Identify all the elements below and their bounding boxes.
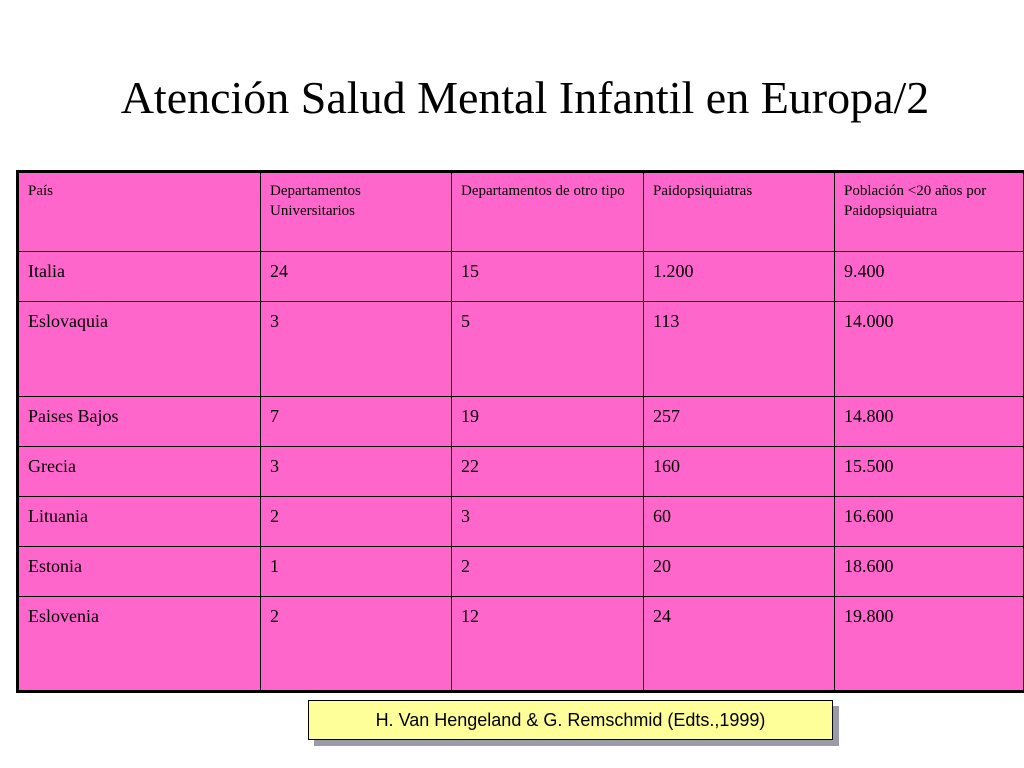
header-cell-departamentos-otro-tipo: Departamentos de otro tipo: [452, 172, 644, 252]
table-row: [18, 597, 1024, 692]
table-row: [18, 447, 1024, 497]
data-table: [16, 170, 1024, 693]
table-cell: 7: [261, 397, 452, 447]
table-cell: 15: [452, 252, 644, 302]
header-cell-poblacion-por-paidopsiquiatra: Población <20 años por Paidopsiquiatra: [835, 172, 1024, 252]
table-cell: 24: [644, 597, 835, 692]
table-cell: 257: [644, 397, 835, 447]
table-cell: 24: [261, 252, 452, 302]
table-cell: 14.000: [835, 302, 1024, 397]
table-cell: 2: [452, 547, 644, 597]
table-row: [18, 252, 1024, 302]
table-cell: 3: [261, 302, 452, 397]
table-cell: Lituania: [18, 497, 261, 547]
table-cell: 3: [261, 447, 452, 497]
table-header-row: [18, 172, 1024, 252]
table-cell: Grecia: [18, 447, 261, 497]
table-cell: 2: [261, 597, 452, 692]
table-cell: 12: [452, 597, 644, 692]
table-cell: 14.800: [835, 397, 1024, 447]
citation-box: H. Van Hengeland & G. Remschmid (Edts.,1999): [308, 700, 833, 740]
table-cell: 15.500: [835, 447, 1024, 497]
table-cell: 19: [452, 397, 644, 447]
table-cell: 20: [644, 547, 835, 597]
table-row: [18, 497, 1024, 547]
table-row: [18, 547, 1024, 597]
table-row: [18, 397, 1024, 447]
table-cell: Eslovenia: [18, 597, 261, 692]
table-row: [18, 302, 1024, 397]
header-cell-pais: País: [18, 172, 261, 252]
table-cell: 19.800: [835, 597, 1024, 692]
table-cell: 3: [452, 497, 644, 547]
header-cell-departamentos-universitarios: Departamentos Universitarios: [261, 172, 452, 252]
slide-title: Atención Salud Mental Infantil en Europa/2: [120, 72, 930, 123]
table-cell: 60: [644, 497, 835, 547]
table-cell: Italia: [18, 252, 261, 302]
table-cell: 9.400: [835, 252, 1024, 302]
header-cell-paidopsiquiatras: Paidopsiquiatras: [644, 172, 835, 252]
table-cell: 2: [261, 497, 452, 547]
table-cell: 18.600: [835, 547, 1024, 597]
table-cell: 1: [261, 547, 452, 597]
table-cell: Estonia: [18, 547, 261, 597]
table-cell: 160: [644, 447, 835, 497]
table-cell: 22: [452, 447, 644, 497]
table-cell: 16.600: [835, 497, 1024, 547]
table-cell: 113: [644, 302, 835, 397]
table-cell: Paises Bajos: [18, 397, 261, 447]
table-cell: 5: [452, 302, 644, 397]
table-cell: 1.200: [644, 252, 835, 302]
table-cell: Eslovaquia: [18, 302, 261, 397]
